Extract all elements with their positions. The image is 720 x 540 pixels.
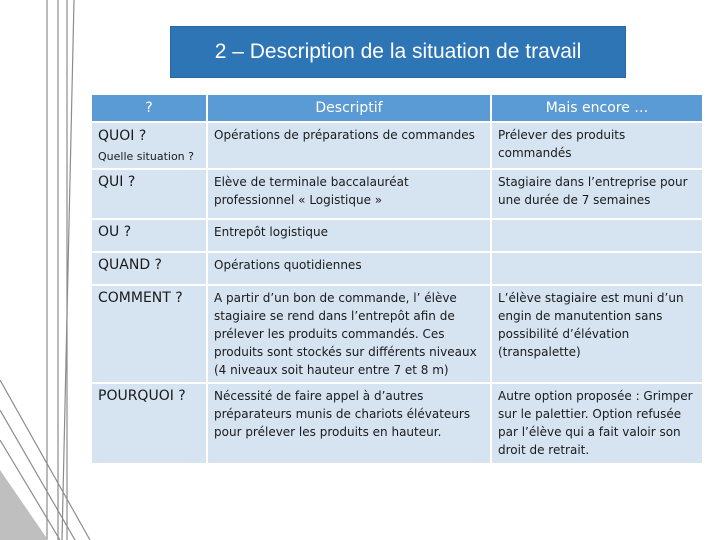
cell-mais-encore: Stagiaire dans l’entreprise pour une durée de 7 semaines [491, 169, 703, 219]
cell-mais-encore: Prélever des produits commandés [491, 122, 703, 169]
table-row [91, 252, 703, 285]
table-header-row [91, 94, 703, 122]
header-descriptif: Descriptif [207, 94, 491, 122]
cell-mais-encore: L’élève stagiaire est muni d’un engin de manutention sans possibilité d’élévation (transpalette) [491, 285, 703, 383]
row-label-quoi [91, 122, 207, 169]
cell-descriptif: Opérations de préparations de commandes [207, 122, 491, 169]
table-row [91, 122, 703, 169]
slide-title: 2 – Description de la situation de travail [170, 26, 626, 78]
row-label-qui: QUI ? [91, 169, 207, 219]
cell-descriptif: Entrepôt logistique [207, 219, 491, 252]
header-mais-encore: Mais encore … [491, 94, 703, 122]
row-label-pourquoi: POURQUOI ? [91, 383, 207, 464]
situation-table [90, 93, 704, 465]
cell-descriptif: Nécessité de faire appel à d’autres préparateurs munis de chariots élévateurs pour prélever les produits en hauteur. [207, 383, 491, 464]
row-label-text: QUOI ? [98, 128, 147, 144]
row-sublabel-text: Quelle situation ? [98, 150, 194, 163]
row-label-ou: OU ? [91, 219, 207, 252]
cell-mais-encore: Autre option proposée : Grimper sur le palettier. Option refusée par l’élève qui a fait valoir son droit de retrait. [491, 383, 703, 464]
row-label-quand: QUAND ? [91, 252, 207, 285]
table-row [91, 383, 703, 464]
decor-line [62, 0, 74, 540]
table-row [91, 169, 703, 219]
cell-descriptif: Elève de terminale baccalauréat professionnel « Logistique » [207, 169, 491, 219]
cell-mais-encore [491, 219, 703, 252]
cell-descriptif: A partir d’un bon de commande, l’ élève stagiaire se rend dans l’entrepôt afin de prélever les produits commandés. Ces produits sont stockés sur différents niveaux (4 niveaux soit hauteur entre 7 et 8 m) [207, 285, 491, 383]
header-question: ? [91, 94, 207, 122]
table-row [91, 285, 703, 383]
row-label-comment: COMMENT ? [91, 285, 207, 383]
table-row [91, 219, 703, 252]
cell-mais-encore [491, 252, 703, 285]
cell-descriptif: Opérations quotidiennes [207, 252, 491, 285]
